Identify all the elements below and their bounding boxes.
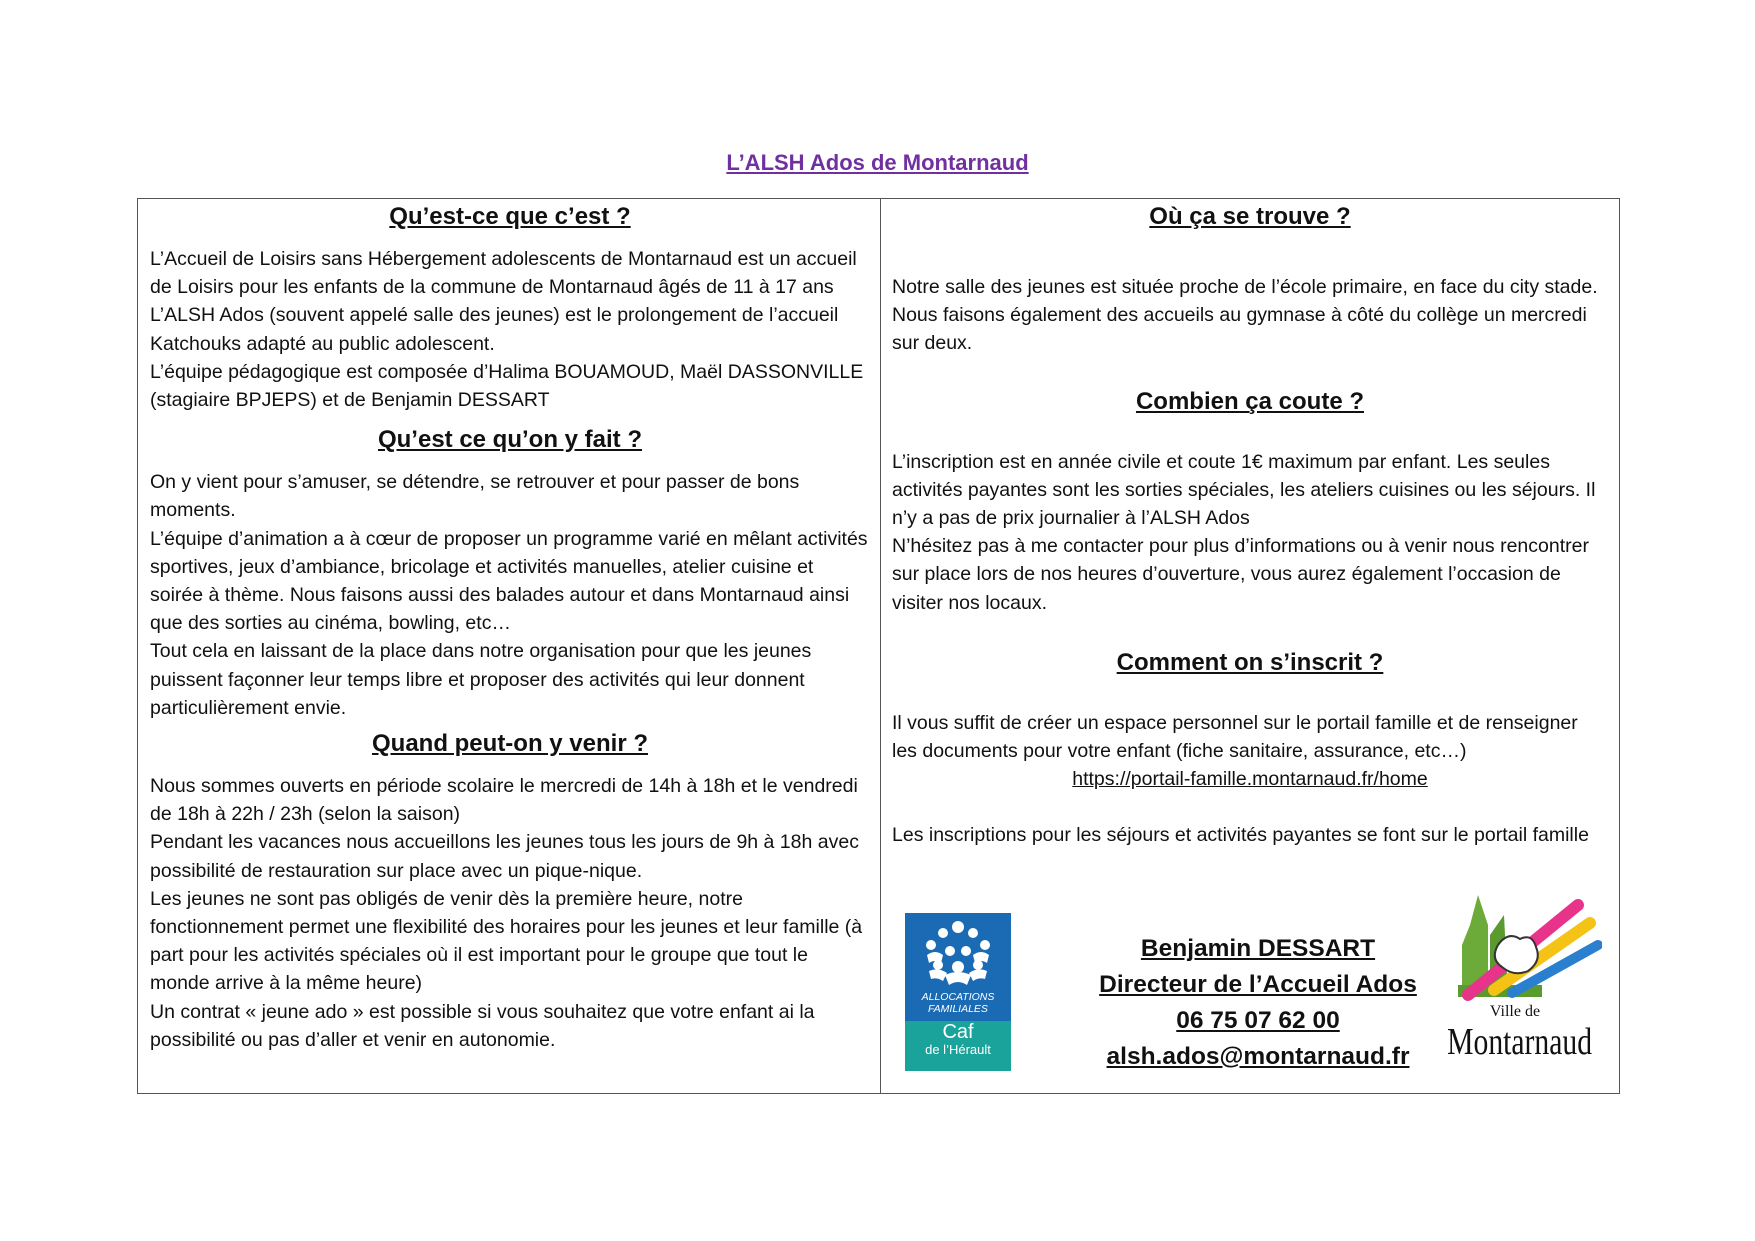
price-paragraph-2: N’hésitez pas à me contacter pour plus d’informations ou à venir nous rencontrer sur place lors de nos heures d’ouverture, vous aurez également l’occasion de visiter nos locaux. xyxy=(892,535,1589,614)
portal-link[interactable]: https://portail-famille.montarnaud.fr/home xyxy=(1072,768,1428,791)
register-note: Les inscriptions pour les séjours et activités payantes se font sur le portail famille xyxy=(892,824,1589,847)
activities-paragraph-3: Tout cela en laissant de la place dans notre organisation pour que les jeunes puissent façonner leur temps libre et proposer des activités qui leur donnent particulièrement envie. xyxy=(150,640,812,719)
contact-block xyxy=(1058,931,1458,1075)
caf-logo-line4: de l’Hérault xyxy=(925,1042,991,1057)
what-paragraph-2: L’ALSH Ados (souvent appelé salle des jeunes) est le prolongement de l’accueil Katchouks adapté au public adolescent. xyxy=(150,304,839,355)
caf-logo-text-top xyxy=(905,991,1011,1015)
left-column xyxy=(138,199,880,1054)
contact-email[interactable]: alsh.ados@montarnaud.fr xyxy=(1106,1043,1410,1070)
ville-logo-text xyxy=(1428,1003,1602,1063)
column-divider xyxy=(880,199,881,1093)
info-table xyxy=(137,198,1620,1094)
when-paragraph-2: Pendant les vacances nous accueillons les jeunes tous les jours de 9h à 18h avec possibilité de restauration sur place avec un pique-nique. xyxy=(150,831,859,882)
where-paragraph: Notre salle des jeunes est située proche de l’école primaire, en face du city stade. Nous faisons également des accueils au gymnase à côté du collège un mercredi sur deux. xyxy=(892,276,1598,355)
caf-logo xyxy=(905,913,1011,1071)
section-title-where: Où ça se trouve ? xyxy=(1149,203,1351,230)
section-title-what: Qu’est-ce que c’est ? xyxy=(389,203,631,230)
right-column xyxy=(882,199,1620,850)
what-paragraph-3: L’équipe pédagogique est composée d’Halima BOUAMOUD, Maël DASSONVILLE (stagiaire BPJEPS) et de Benjamin DESSART xyxy=(150,360,864,412)
ville-montarnaud-logo xyxy=(1428,885,1602,1081)
spacer-line xyxy=(892,793,1608,821)
when-paragraph-4: Un contrat « jeune ado » est possible si vous souhaitez que votre enfant ai la possibilité ou pas d’aller et venir en autonomie. xyxy=(150,1000,815,1051)
contact-name: Benjamin DESSART xyxy=(1140,935,1376,962)
register-paragraph: Il vous suffit de créer un espace personnel sur le portail famille et de renseigner les documents pour votre enfant (fiche sanitaire, assurance, etc…) xyxy=(892,711,1578,763)
section-title-price: Combien ça coute ? xyxy=(1135,387,1365,415)
ville-logo-graphic xyxy=(1428,885,1602,1005)
what-paragraph-1: L’Accueil de Loisirs sans Hébergement adolescents de Montarnaud est un accueil de Loisirs pour les enfants de la commune de Montarnaud âgés de 11 à 17 ans xyxy=(150,248,857,299)
ville-logo-line1: Ville de xyxy=(1489,1003,1541,1020)
section-title-when: Quand peut-on y venir ? xyxy=(371,730,648,758)
contact-phone[interactable]: 06 75 07 62 00 xyxy=(1176,1007,1340,1034)
section-title-activities: Qu’est ce qu’on y fait ? xyxy=(377,426,643,454)
caf-logo-text-bottom xyxy=(905,1023,1011,1059)
activities-paragraph-1: On y vient pour s’amuser, se détendre, se retrouver et pour passer de bons moments. xyxy=(150,471,800,522)
document-title: L’ALSH Ados de Montarnaud xyxy=(726,150,1029,175)
caf-logo-line1: ALLOCATIONS xyxy=(921,991,995,1003)
price-paragraph-1: L’inscription est en année civile et coute 1€ maximum par enfant. Les seules activités payantes sont les sorties spéciales, les ateliers cuisines ou les séjours. Il n’y a pas de prix journalier à l’ALSH Ados xyxy=(892,450,1596,530)
ville-logo-line2: Montarnaud xyxy=(1447,1021,1593,1063)
contact-role: Directeur de l’Accueil Ados xyxy=(1099,971,1417,998)
section-title-register: Comment on s’inscrit ? xyxy=(1116,648,1384,676)
when-paragraph-3: Les jeunes ne sont pas obligés de venir dès la première heure, notre fonctionnement permet une flexibilité des horaires pour les jeunes et leur famille (à part pour les activités spéciales où il est important pour le groupe que tout le monde arrive à la même heure) xyxy=(150,887,863,995)
caf-logo-line2: FAMILIALES xyxy=(928,1003,988,1015)
caf-logo-line3: Caf xyxy=(942,1021,974,1043)
activities-paragraph-2: L’équipe d’animation a à cœur de proposer un programme varié en mêlant activités sportives, jeux d’ambiance, bricolage et activités manuelles, atelier cuisine et soirée à thème. Nous faisons aussi des balades autour et dans Montarnaud ainsi que des sorties au cinéma, bowling, etc… xyxy=(150,527,868,635)
when-paragraph-1: Nous sommes ouverts en période scolaire le mercredi de 14h à 18h et le vendredi de 18h à 22h / 23h (selon la saison) xyxy=(150,775,858,826)
